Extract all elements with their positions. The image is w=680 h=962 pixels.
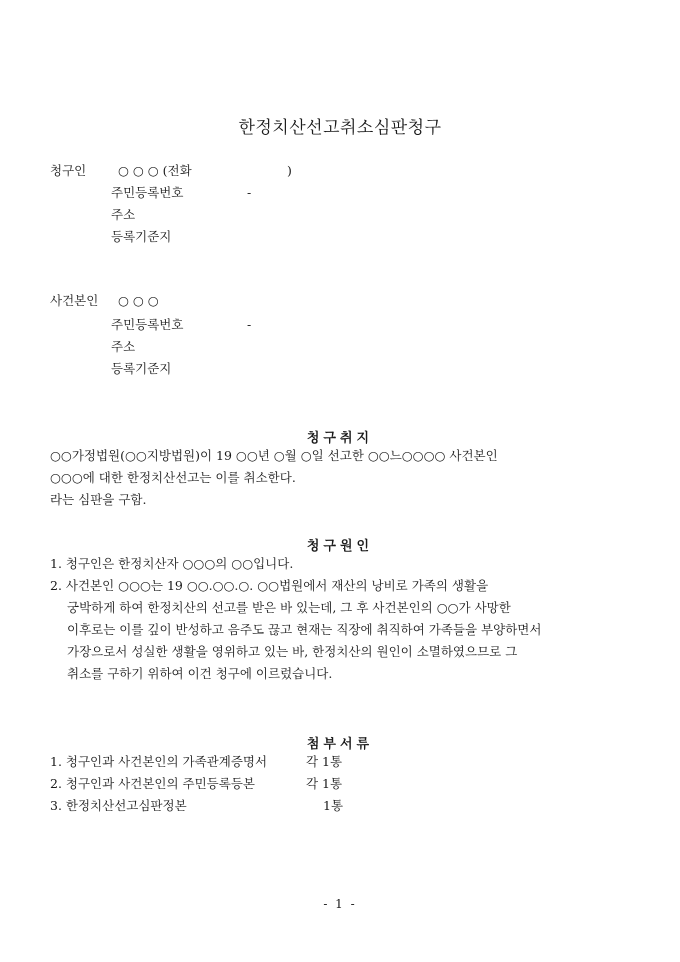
claimant-address-label: 주소 (111, 207, 136, 222)
attachment-item-text: 3. 한정치산선고심판정본 (50, 798, 187, 813)
claimant-rrn-dash: - (247, 185, 252, 200)
claimant-name: ○ ○ ○ (전화 (118, 163, 192, 178)
purpose-line: 라는 심판을 구함. (50, 492, 147, 507)
attachments-heading: 첨부서류 (306, 737, 374, 752)
claimant-registry-label: 등록기준지 (111, 229, 172, 244)
cause-line: 궁박하게 하여 한정치산의 선고를 받은 바 있는데, 그 후 사건본인의 ○○가 사망한 (67, 600, 511, 615)
subject-name: ○ ○ ○ (118, 293, 159, 308)
cause-line: 이후로는 이를 깊이 반성하고 음주도 끊고 현재는 직장에 취직하여 가족들을 부양하면서 (67, 622, 542, 637)
subject-label: 사건본인 (50, 293, 99, 308)
cause-line: 취소를 구하기 위하여 이건 청구에 이르렀습니다. (67, 666, 333, 681)
subject-rrn-dash: - (247, 317, 252, 332)
purpose-heading: 청구취지 (306, 431, 374, 446)
claimant-rrn-label: 주민등록번호 (111, 185, 184, 200)
purpose-line: ○○○에 대한 한정치산선고는 이를 취소한다. (50, 470, 296, 485)
cause-line: 2. 사건본인 ○○○는 19 ○○.○○.○. ○○법원에서 재산의 낭비로 가족의 생활을 (50, 578, 489, 593)
page-number: - 1 - (323, 897, 357, 911)
subject-rrn-label: 주민등록번호 (111, 317, 184, 332)
cause-line: 가장으로서 성실한 생활을 영위하고 있는 바, 한정치산의 원인이 소멸하였으므로 그 (67, 644, 518, 659)
cause-line: 1. 청구인은 한정치산자 ○○○의 ○○입니다. (50, 556, 294, 571)
claimant-label: 청구인 (50, 163, 87, 178)
attachment-item-qty: 각 1통 (306, 754, 343, 769)
attachment-item-text: 2. 청구인과 사건본인의 주민등록등본 (50, 776, 255, 791)
claimant-phone-close: ) (287, 163, 292, 178)
subject-registry-label: 등록기준지 (111, 361, 172, 376)
purpose-line: ○○가정법원(○○지방법원)이 19 ○○년 ○월 ○일 선고한 ○○느○○○○ 사건본인 (50, 448, 498, 463)
attachment-item-qty: 1통 (323, 798, 344, 813)
attachment-item-text: 1. 청구인과 사건본인의 가족관계증명서 (50, 754, 268, 769)
cause-heading: 청구원인 (306, 539, 374, 554)
subject-address-label: 주소 (111, 339, 136, 354)
attachment-item-qty: 각 1통 (306, 776, 343, 791)
document-title: 한정치산선고취소심판청구 (238, 118, 442, 138)
